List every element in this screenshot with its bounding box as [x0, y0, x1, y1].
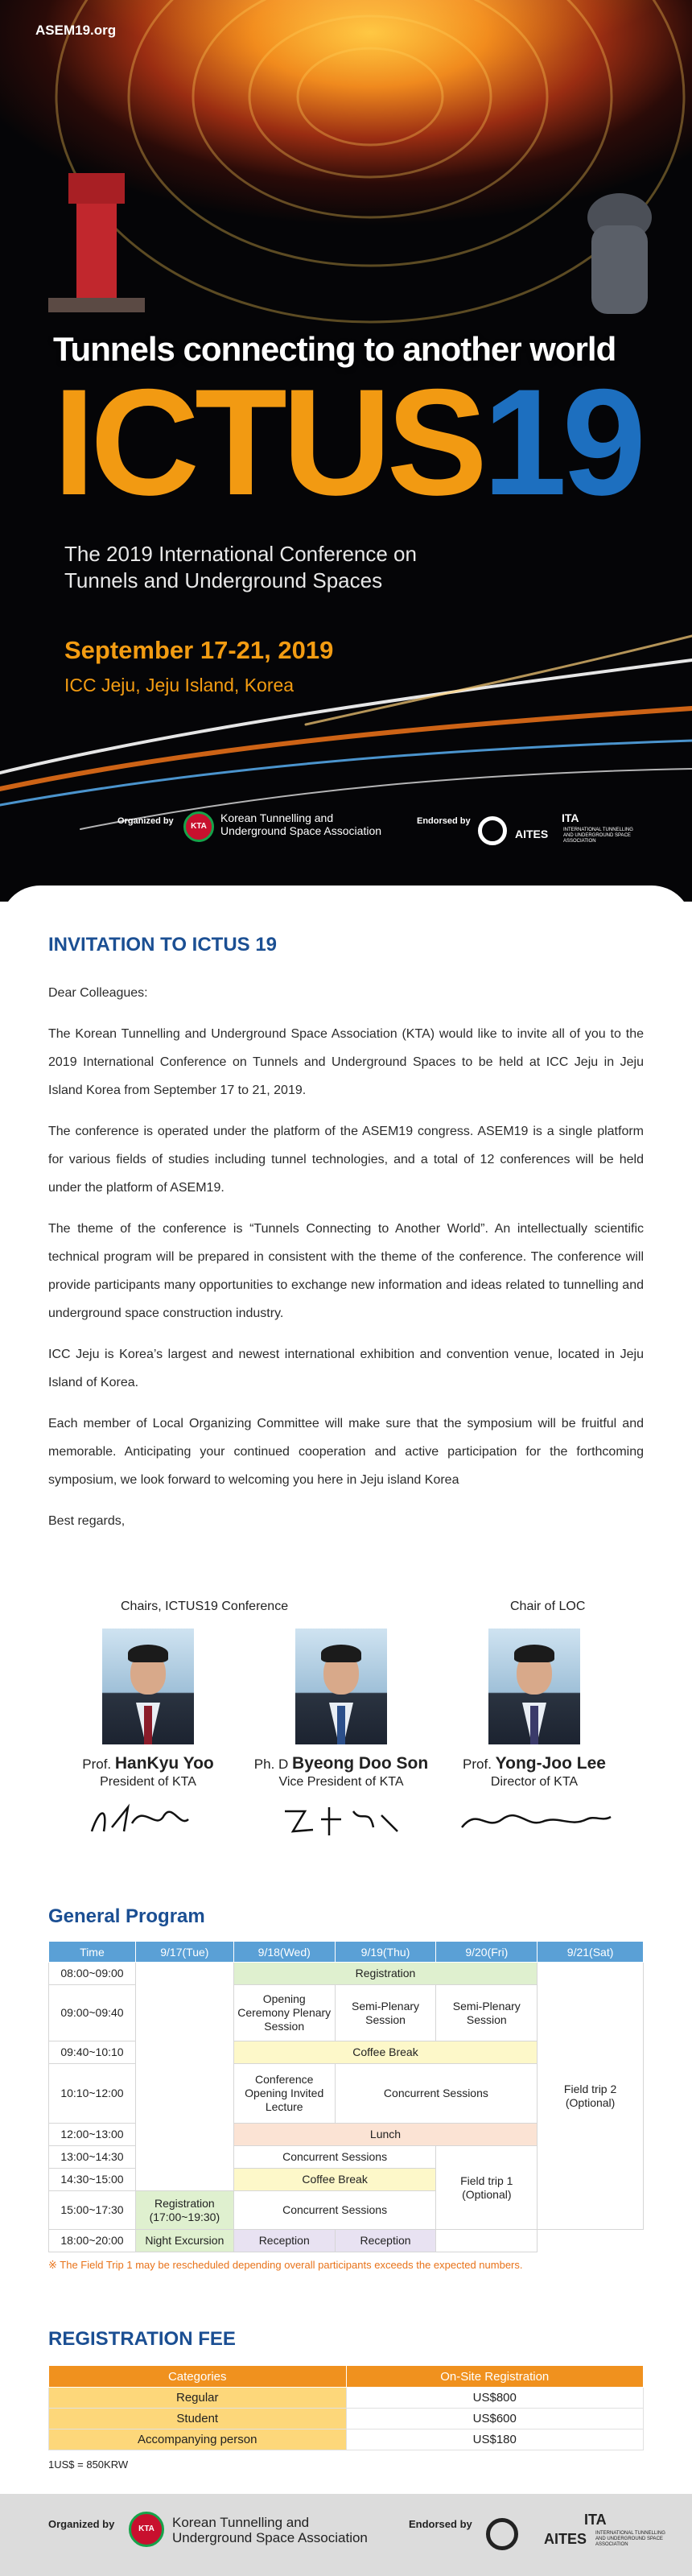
name-prefix: Ph. D [253, 1757, 293, 1772]
table-row [49, 2388, 644, 2409]
hero-banner [0, 0, 692, 902]
conference-opening-cell: Conference Opening Invited Lecture [233, 2064, 335, 2124]
tagline: Tunnels connecting to another world [53, 330, 616, 368]
portrait-photo [102, 1629, 194, 1744]
chair-person-2 [253, 1629, 430, 1843]
person-role: Vice President of KTA [278, 1775, 404, 1789]
endorser-ita: ITA [584, 2512, 607, 2528]
table-row [49, 2230, 644, 2252]
program-header-row [49, 1942, 644, 1963]
empty-cell [436, 2230, 538, 2252]
paragraph-4: ICC Jeju is Korea’s largest and newest international exhibition and convention venue, located in Jeju Island of Korea. [48, 1348, 644, 1389]
program-table [48, 1941, 644, 2252]
signature-icon [454, 1799, 615, 1839]
fee-header-row [49, 2366, 644, 2388]
program-title: General Program [48, 1905, 205, 1927]
field-trip-2-cell: Field trip 2 (Optional) [538, 1963, 644, 2230]
ita-logo-icon [486, 2518, 518, 2550]
organizer-name: Korean Tunnelling and Underground Space Association [220, 811, 382, 837]
night-excursion-cell: Night Excursion [135, 2230, 233, 2252]
kta-logo-icon: KTA [129, 2512, 164, 2547]
fee-title: REGISTRATION FEE [48, 2328, 236, 2350]
header-tue: 9/17(Tue) [135, 1942, 233, 1963]
organizer-name: Korean Tunnelling and Underground Space Association [172, 2515, 368, 2545]
header-sat: 9/21(Sat) [538, 1942, 644, 1963]
fee-price: US$600 [346, 2409, 644, 2429]
header-categories: Categories [49, 2366, 347, 2388]
site-url[interactable]: ASEM19.org [35, 23, 117, 38]
ictus-logo [53, 357, 642, 526]
exchange-rate: 1US$ = 850KRW [48, 2458, 129, 2471]
fee-category: Regular [49, 2388, 347, 2409]
ita-logo-icon [478, 816, 507, 845]
organizer-bar [0, 805, 692, 861]
name-prefix: Prof. [82, 1757, 115, 1772]
greeting: Dear Colleagues: [48, 986, 148, 1000]
organized-by-label: Organized by [48, 2518, 115, 2530]
signature-icon [68, 1799, 229, 1839]
chair-person-3 [446, 1629, 623, 1843]
portrait-photo [488, 1629, 580, 1744]
kta-logo-icon: KTA [183, 811, 214, 842]
time-cell: 08:00~09:00 [49, 1963, 136, 1985]
footer-bar [0, 2494, 692, 2576]
fee-category: Accompanying person [49, 2429, 347, 2450]
logo-year: 19 [483, 357, 642, 526]
person-role: President of KTA [100, 1775, 196, 1789]
endorser-aites: AITES [544, 2531, 587, 2547]
invitation-letter [48, 979, 644, 1535]
paragraph-5: Each member of Local Organizing Committee will make sure that the symposium will be fruitful and memorable. Anticipating your continued cooperation and active participation for the forthcoming symposium, we look forward to welcoming you here in Jeju island Korea [48, 1417, 644, 1487]
person-name [60, 1754, 237, 1773]
header-fri: 9/20(Fri) [436, 1942, 538, 1963]
fee-price: US$180 [346, 2429, 644, 2450]
name-prefix: Prof. [463, 1757, 496, 1772]
loc-chair-caption: Chair of LOC [510, 1600, 586, 1613]
registration-cell: Registration [233, 1963, 537, 1985]
organized-by-label: Organized by [117, 816, 174, 826]
conference-dates: September 17-21, 2019 [64, 636, 334, 664]
endorser-small-text: INTERNATIONAL TUNNELLING AND UNDERGROUND SPACE ASSOCIATION [595, 2531, 665, 2547]
table-row [49, 2429, 644, 2450]
table-row [49, 1963, 644, 1985]
registration-tue-cell: Registration (17:00~19:30) [135, 2191, 233, 2230]
person-role: Director of KTA [490, 1775, 579, 1789]
table-row [49, 2409, 644, 2429]
empty-cell [135, 1963, 233, 2191]
logo-main: ICTUS [53, 357, 483, 526]
time-cell: 14:30~15:00 [49, 2169, 136, 2191]
field-trip-note: ※ The Field Trip 1 may be rescheduled depending overall participants exceeds the expected numbers. [48, 2259, 523, 2271]
concurrent-sessions-cell: Concurrent Sessions [335, 2064, 538, 2124]
fee-category: Student [49, 2409, 347, 2429]
time-cell: 09:00~09:40 [49, 1985, 136, 2041]
endorser-small-text: INTERNATIONAL TUNNELLING AND UNDERGROUND SPACE ASSOCIATION [563, 828, 633, 844]
header-thu: 9/19(Thu) [335, 1942, 436, 1963]
name-main: Yong-Joo Lee [495, 1754, 606, 1773]
reception-thu-cell: Reception [335, 2230, 436, 2252]
conference-venue: ICC Jeju, Jeju Island, Korea [64, 675, 295, 696]
opening-ceremony-cell: Opening Ceremony Plenary Session [233, 1985, 335, 2041]
name-main: HanKyu Yoo [114, 1754, 214, 1773]
time-cell: 10:10~12:00 [49, 2064, 136, 2124]
name-main: Byeong Doo Son [292, 1754, 429, 1773]
field-trip-1-cell: Field trip 1 (Optional) [436, 2146, 538, 2230]
coffee-break-cell: Coffee Break [233, 2041, 537, 2064]
endorsed-by-label: Endorsed by [417, 816, 471, 826]
fee-table [48, 2365, 644, 2450]
time-cell: 12:00~13:00 [49, 2124, 136, 2146]
semi-plenary-thu-cell: Semi-Plenary Session [335, 1985, 436, 2041]
invitation-title: INVITATION TO ICTUS 19 [48, 934, 278, 956]
time-cell: 18:00~20:00 [49, 2230, 136, 2252]
person-name [446, 1754, 623, 1773]
endorser-aites: AITES [515, 828, 549, 840]
header-wed: 9/18(Wed) [233, 1942, 335, 1963]
header-time: Time [49, 1942, 136, 1963]
main-content [0, 934, 692, 2471]
chair-person-1 [60, 1629, 237, 1843]
paragraph-1: The Korean Tunnelling and Underground Space Association (KTA) would like to invite all of you to the 2019 International Conference on Tunnels and Underground Spaces to be held at ICC Jeju in Jeju Island Korea from September 17 to 21, 2019. [48, 1027, 644, 1097]
endorsed-by-label: Endorsed by [409, 2518, 472, 2530]
concurrent-sessions-cell: Concurrent Sessions [233, 2191, 436, 2230]
coffee-break-cell: Coffee Break [233, 2169, 436, 2191]
hero-bottom-curve [0, 886, 692, 902]
time-cell: 13:00~14:30 [49, 2146, 136, 2169]
reception-wed-cell: Reception [233, 2230, 335, 2252]
portrait-photo [295, 1629, 387, 1744]
header-onsite: On-Site Registration [346, 2366, 644, 2388]
paragraph-2: The conference is operated under the platform of the ASEM19 congress. ASEM19 is a single platform for various fields of studies including tunnel technologies, and a total of 12 conferences will be held under the platform of ASEM19. [48, 1125, 644, 1195]
concurrent-sessions-cell: Concurrent Sessions [233, 2146, 436, 2169]
conference-subtitle: The 2019 International Conference on Tunnels and Underground Spaces [64, 542, 417, 592]
signature-icon [261, 1799, 422, 1839]
time-cell: 15:00~17:30 [49, 2191, 136, 2230]
chairs-caption: Chairs, ICTUS19 Conference [121, 1600, 289, 1613]
person-name [253, 1754, 430, 1773]
lunch-cell: Lunch [233, 2124, 537, 2146]
endorser-ita: ITA [562, 811, 579, 824]
paragraph-3: The theme of the conference is “Tunnels Connecting to Another World”. An intellectually scientific technical program will be prepared in consistent with the theme of the conference. The conference will provide participants many opportunities to exchange new information and ideas related to tunnelling and underground space construction industry. [48, 1222, 644, 1320]
fee-price: US$800 [346, 2388, 644, 2409]
closing: Best regards, [48, 1514, 126, 1528]
chairs-section [48, 1600, 644, 1889]
semi-plenary-fri-cell: Semi-Plenary Session [436, 1985, 538, 2041]
time-cell: 09:40~10:10 [49, 2041, 136, 2064]
